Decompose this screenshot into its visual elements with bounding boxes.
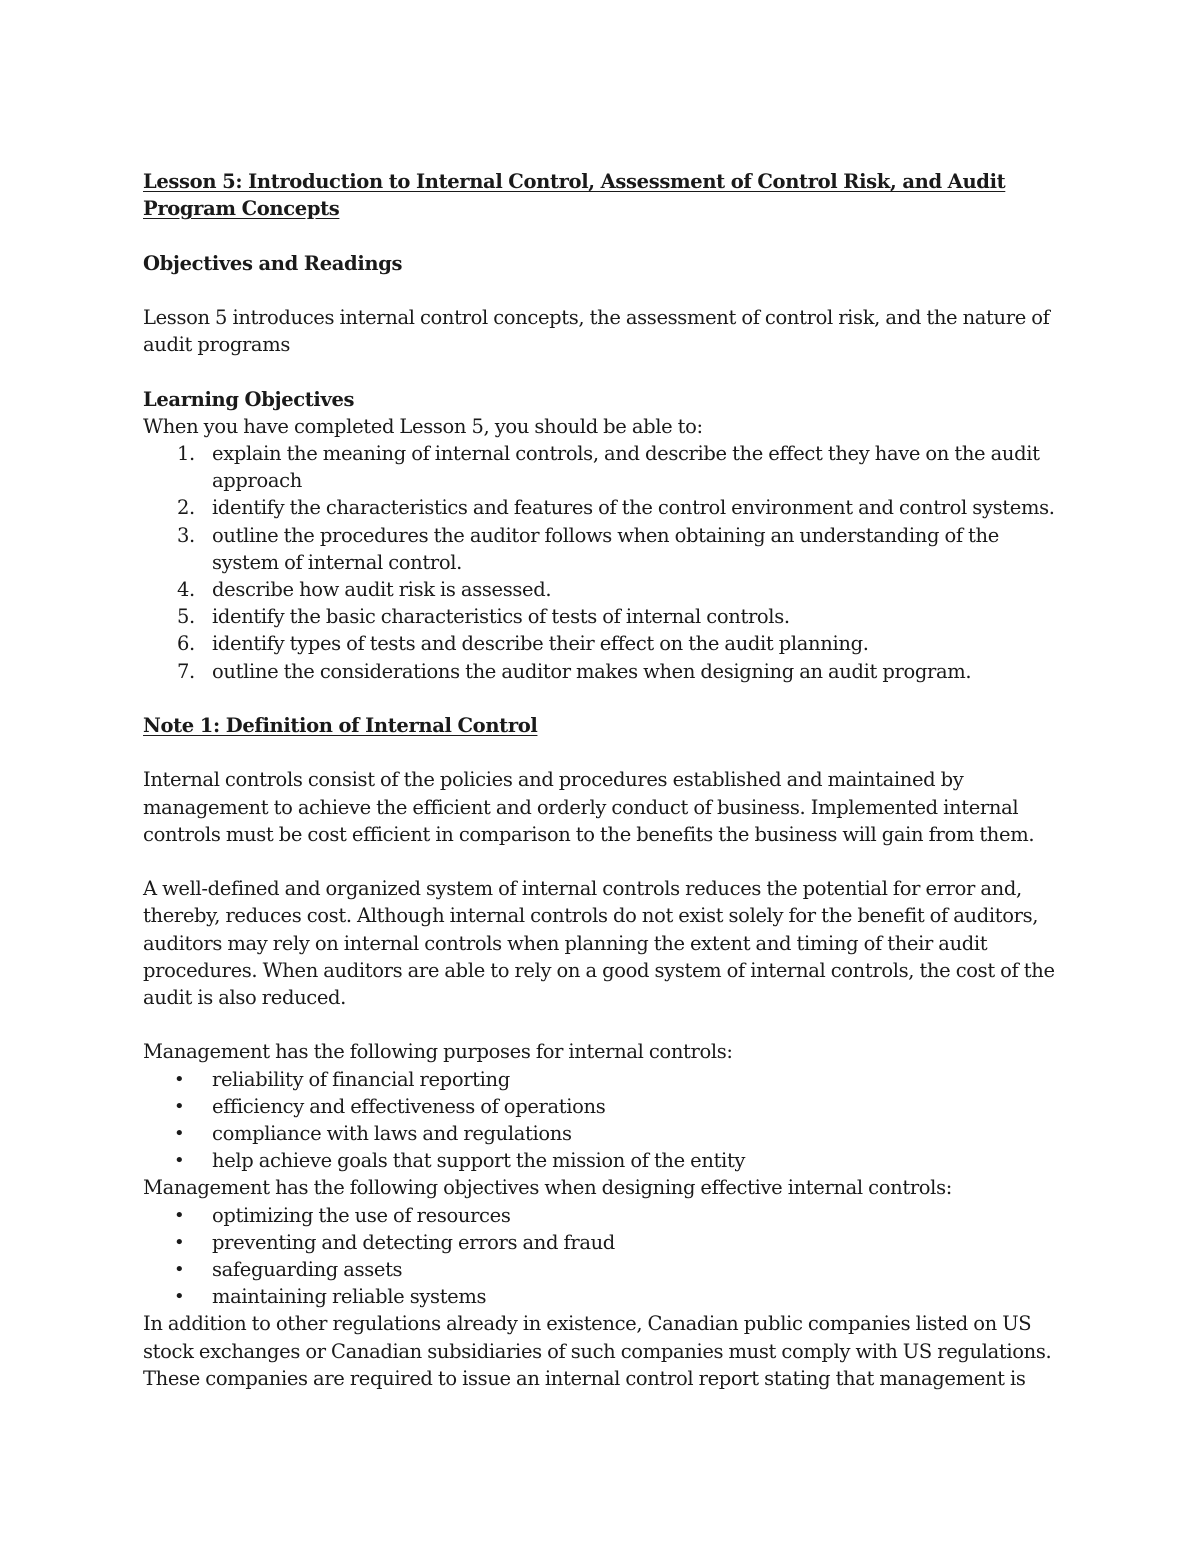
document-page [143, 168, 1068, 1392]
objectives-lead-in: Management has the following objectives when designing effective internal controls: [143, 1176, 952, 1200]
bullet-icon: • [174, 1123, 185, 1144]
list-item [143, 1202, 1068, 1229]
list-item-text: optimizing the use of resources [212, 1203, 511, 1227]
list-item-text: reliability of financial reporting [212, 1067, 510, 1091]
spacer [143, 222, 1068, 249]
list-item [143, 576, 1068, 603]
list-item [143, 1229, 1068, 1256]
bullet-icon: • [174, 1231, 185, 1253]
bullet-icon: • [174, 1204, 185, 1226]
list-number: 1. [177, 441, 195, 465]
lesson-title: Lesson 5: Introduction to Internal Control, Assessment of Control Risk, and Audit Program Concepts [143, 170, 1006, 221]
bullet-icon: • [174, 1150, 185, 1172]
spacer [143, 739, 1068, 766]
list-number: 7. [177, 659, 195, 683]
list-item [143, 522, 1068, 576]
note1-paragraph-2: A well-defined and organized system of internal controls reduces the potential for error and, thereby, reduces cost. Although internal controls do not exist solely for the benefit of auditors, auditors may rely on internal controls when planning the extent and timing of their audit procedures. When auditors are able to rely on a good system of internal controls, the cost of the audit is also reduced. [143, 877, 1055, 1009]
list-item-text: explain the meaning of internal controls, and describe the effect they have on the audit approach [212, 441, 1040, 493]
list-item [143, 1256, 1068, 1283]
objectives-list [143, 1202, 1068, 1311]
list-item-text: help achieve goals that support the mission of the entity [212, 1149, 746, 1173]
bullet-icon: • [174, 1286, 185, 1308]
list-item-text: identify types of tests and describe their effect on the audit planning. [212, 632, 869, 656]
closing-paragraph: In addition to other regulations already in existence, Canadian public companies listed on US stock exchanges or Canadian subsidiaries of such companies must comply with US regulations. These companies are required to issue an internal control report stating that management is [143, 1312, 1052, 1390]
purposes-list [143, 1066, 1068, 1175]
list-number: 6. [177, 632, 195, 656]
list-item-text: outline the procedures the auditor follows when obtaining an understanding of the system of internal control. [212, 523, 999, 574]
note1-paragraph-1: Internal controls consist of the policies and procedures established and maintained by management to achieve the efficient and orderly conduct of business. Implemented internal controls must be cost efficient in comparison to the benefits the business will gain from them. [143, 768, 1035, 846]
list-item-text: identify the basic characteristics of tests of internal controls. [212, 605, 790, 629]
list-item [143, 494, 1068, 521]
bullet-icon: • [174, 1068, 185, 1090]
list-item [143, 1093, 1068, 1120]
list-item-text: maintaining reliable systems [212, 1285, 487, 1309]
note1-heading: Note 1: Definition of Internal Control [143, 714, 538, 737]
spacer [143, 685, 1068, 712]
bullet-icon: • [174, 1259, 185, 1281]
list-number: 3. [177, 523, 195, 547]
list-item-text: safeguarding assets [212, 1258, 403, 1282]
spacer [143, 1011, 1068, 1038]
objectives-heading: Objectives and Readings [143, 251, 403, 275]
learning-objectives-lead-in: When you have completed Lesson 5, you should be able to: [143, 414, 703, 438]
learning-objectives-heading: Learning Objectives [143, 387, 355, 411]
list-item [143, 630, 1068, 657]
spacer [143, 358, 1068, 385]
list-number: 4. [177, 578, 195, 601]
list-item [143, 658, 1068, 685]
list-item [143, 1066, 1068, 1093]
list-item-text: outline the considerations the auditor makes when designing an audit program. [212, 659, 972, 683]
list-item [143, 1283, 1068, 1310]
list-item-text: describe how audit risk is assessed. [212, 578, 552, 601]
list-item-text: efficiency and effectiveness of operations [212, 1094, 606, 1118]
bullet-icon: • [174, 1095, 185, 1117]
list-item [143, 603, 1068, 630]
list-item [143, 440, 1068, 494]
list-item-text: compliance with laws and regulations [212, 1122, 572, 1145]
spacer [143, 848, 1068, 875]
list-item [143, 1120, 1068, 1147]
list-number: 5. [177, 605, 195, 629]
purposes-lead-in: Management has the following purposes for internal controls: [143, 1040, 733, 1064]
list-number: 2. [177, 496, 195, 520]
list-item-text: preventing and detecting errors and fraud [212, 1230, 615, 1254]
learning-objectives-list [143, 440, 1068, 685]
intro-paragraph: Lesson 5 introduces internal control concepts, the assessment of control risk, and the nature of audit programs [143, 305, 1050, 357]
list-item-text: identify the characteristics and features of the control environment and control systems. [212, 496, 1055, 520]
list-item [143, 1147, 1068, 1174]
spacer [143, 277, 1068, 304]
